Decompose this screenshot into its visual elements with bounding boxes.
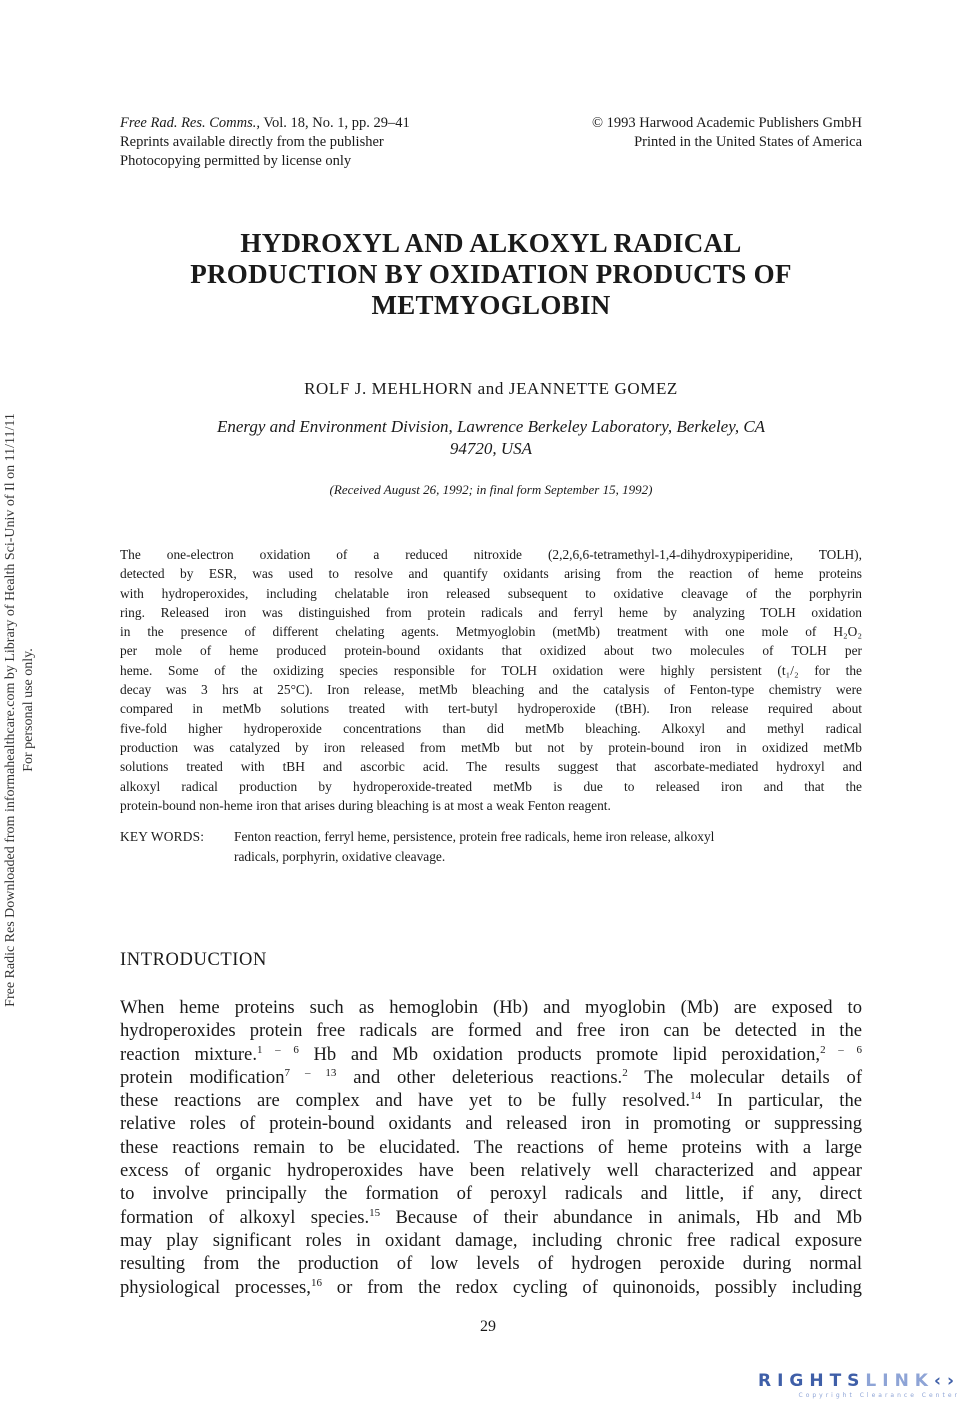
body-text-run: hydroperoxides protein free radicals are formed and free iron can be detected in the <box>120 1020 862 1042</box>
body-text-run: reaction mixture. <box>120 1043 257 1065</box>
body-line <box>120 1112 862 1135</box>
body-text-run: to involve principally the formation of peroxyl radicals and little, if any, direct <box>120 1183 862 1205</box>
body-text-run: these reactions are complex and have yet to be fully resolved. <box>120 1090 691 1112</box>
abstract-line: with hydroperoxides, including chelatable iron released subsequent to oxidative cleavage of the porphyrin <box>120 585 862 601</box>
body-line <box>120 1252 862 1275</box>
introduction-body <box>120 996 862 1299</box>
watermark-line: Free Radic Res Downloaded from informahealthcare.com by Library of Health Sci-Univ of Il on 11/11/11 <box>3 413 18 1007</box>
body-line <box>120 1182 862 1205</box>
photocopy-line: Photocopying permitted by license only <box>120 153 352 169</box>
body-text-run: In particular, the <box>701 1090 862 1112</box>
abstract-line: production was catalyzed by iron released from metMb but not by protein-bound iron in oxidized metMb <box>120 739 862 755</box>
authors: ROLF J. MEHLHORN and JEANNETTE GOMEZ <box>304 379 678 398</box>
logo-text-rights: RIGHTS <box>757 1371 866 1391</box>
watermark-line: For personal use only. <box>21 648 36 772</box>
citation-superscript: 1 – 6 <box>256 1043 299 1056</box>
abstract-line: protein-bound non-heme iron that arises during bleaching is at most a weak Fenton reagent. <box>120 797 611 813</box>
keywords-line: Fenton reaction, ferryl heme, persistence, protein free radicals, heme iron release, alkoxyl <box>234 829 715 844</box>
logo-brackets-icon: ‹› <box>933 1371 960 1391</box>
printed-line: Printed in the United States of America <box>634 134 862 150</box>
citation-superscript: 14 <box>690 1090 702 1103</box>
citation-superscript: 15 <box>369 1206 381 1219</box>
citation-superscript: 2 – 6 <box>820 1043 863 1056</box>
received-dates: (Received August 26, 1992; in final form September 15, 1992) <box>329 482 653 497</box>
abstract-line: five-fold higher hydroperoxide concentrations than did metMb bleaching. Alkoxyl and methyl radical <box>120 720 862 736</box>
body-text-run: or from the redox cycling of quinonoids, possibly including <box>321 1276 862 1298</box>
citation-superscript: 16 <box>310 1276 322 1289</box>
download-watermark <box>0 345 48 1075</box>
abstract-line: The one-electron oxidation of a reduced nitroxide (2,2,6,6-tetramethyl-1,4-dihydroxypiperidine, TOLH), <box>120 547 862 562</box>
keywords-label: KEY WORDS: <box>120 829 205 844</box>
body-line <box>120 1206 862 1229</box>
abstract-line: detected by ESR, was used to resolve and quantify oxidants arising from the reaction of heme proteins <box>120 566 862 582</box>
body-line <box>120 1159 862 1182</box>
keywords <box>120 827 862 866</box>
affiliation <box>120 416 862 460</box>
body-text-run: When heme proteins such as hemoglobin (Hb) and myoglobin (Mb) are exposed to <box>120 997 862 1018</box>
keywords-list <box>234 827 862 866</box>
body-line <box>120 1066 862 1089</box>
journal-name: Free Rad. Res. Comms., <box>120 115 261 131</box>
publisher-header <box>592 114 862 152</box>
abstract <box>120 545 862 815</box>
title-line: METMYOGLOBIN <box>371 290 611 320</box>
body-text-run: protein modification <box>120 1066 285 1088</box>
logo-tagline: Copyright Clearance Center <box>798 1392 960 1399</box>
article-title <box>120 228 862 321</box>
abstract-line: in the presence of different chelating agents. Metmyoglobin (metMb) treatment with one mole of H₂O₂ <box>120 624 862 640</box>
keywords-line: radicals, porphyrin, oxidative cleavage. <box>234 848 446 864</box>
rightslink-logo[interactable] <box>710 1371 960 1411</box>
page-number: 29 <box>480 1318 496 1335</box>
body-text-run: Because of their abundance in animals, Hb and Mb <box>380 1206 862 1228</box>
abstract-line: solutions treated with tBH and ascorbic acid. The results suggest that ascorbate-mediated hydroxyl and <box>120 759 862 775</box>
body-text-run: excess of organic hydroperoxides have been relatively well characterized and appear <box>120 1160 862 1182</box>
body-text-run: resulting from the production of low levels of hydrogen peroxide during normal <box>120 1253 862 1275</box>
affiliation-line: Energy and Environment Division, Lawrence Berkeley Laboratory, Berkeley, CA <box>216 417 766 436</box>
abstract-line: ring. Released iron was distinguished from protein radicals and ferryl heme by analyzing TOLH oxidation <box>120 604 862 620</box>
body-line <box>120 996 862 1019</box>
abstract-line: decay was 3 hrs at 25°C). Iron release, metMb bleaching and the catalysis of Fenton-type chemistry were <box>120 682 862 698</box>
abstract-line: alkoxyl radical production by hydroperoxide-treated metMb is due to released iron and that the <box>120 778 862 794</box>
affiliation-line: 94720, USA <box>449 439 533 458</box>
body-text-run: may play significant roles in oxidant damage, including chronic free radical exposure <box>120 1229 862 1251</box>
body-text-run: these reactions remain to be elucidated. The reactions of heme proteins with a large <box>120 1136 862 1158</box>
abstract-line: heme. Some of the oxidizing species responsible for TOLH oxidation were highly persistent (t₁/₂ for the <box>120 662 862 678</box>
body-text-run: formation of alkoxyl species. <box>120 1206 370 1228</box>
body-text-run: The molecular details of <box>627 1066 863 1088</box>
body-line <box>120 1136 862 1159</box>
volume-info: Vol. 18, No. 1, pp. 29–41 <box>260 115 410 131</box>
logo-text-link: LINK <box>865 1371 934 1391</box>
body-line <box>120 1043 862 1066</box>
citation-header <box>120 114 410 171</box>
body-text-run: Hb and Mb oxidation products promote lipid peroxidation, <box>298 1043 821 1065</box>
section-heading-introduction: INTRODUCTION <box>120 950 267 970</box>
title-line: PRODUCTION BY OXIDATION PRODUCTS OF <box>190 259 792 289</box>
copyright-line: © 1993 Harwood Academic Publishers GmbH <box>592 115 862 131</box>
body-text-run: relative roles of protein-bound oxidants and released iron in promoting or suppressing <box>120 1113 862 1135</box>
title-line: HYDROXYL AND ALKOXYL RADICAL <box>240 228 742 258</box>
abstract-line: compared in metMb solutions treated with tert-butyl hydroperoxide (tBH). Iron release required about <box>120 701 862 717</box>
body-line <box>120 1276 862 1299</box>
body-text-run: physiological processes, <box>120 1276 311 1298</box>
abstract-line: per mole of heme produced protein-bound oxidants that oxidized about two molecules of TOLH per <box>120 643 862 659</box>
reprints-line: Reprints available directly from the publisher <box>120 134 384 150</box>
citation-line-1 <box>120 114 410 133</box>
body-line <box>120 1229 862 1252</box>
body-line <box>120 1089 862 1112</box>
body-text-run: and other deleterious reactions. <box>336 1066 623 1088</box>
body-line <box>120 1019 862 1042</box>
citation-superscript: 7 – 13 <box>284 1066 337 1079</box>
citation-superscript: 2 <box>622 1066 628 1079</box>
